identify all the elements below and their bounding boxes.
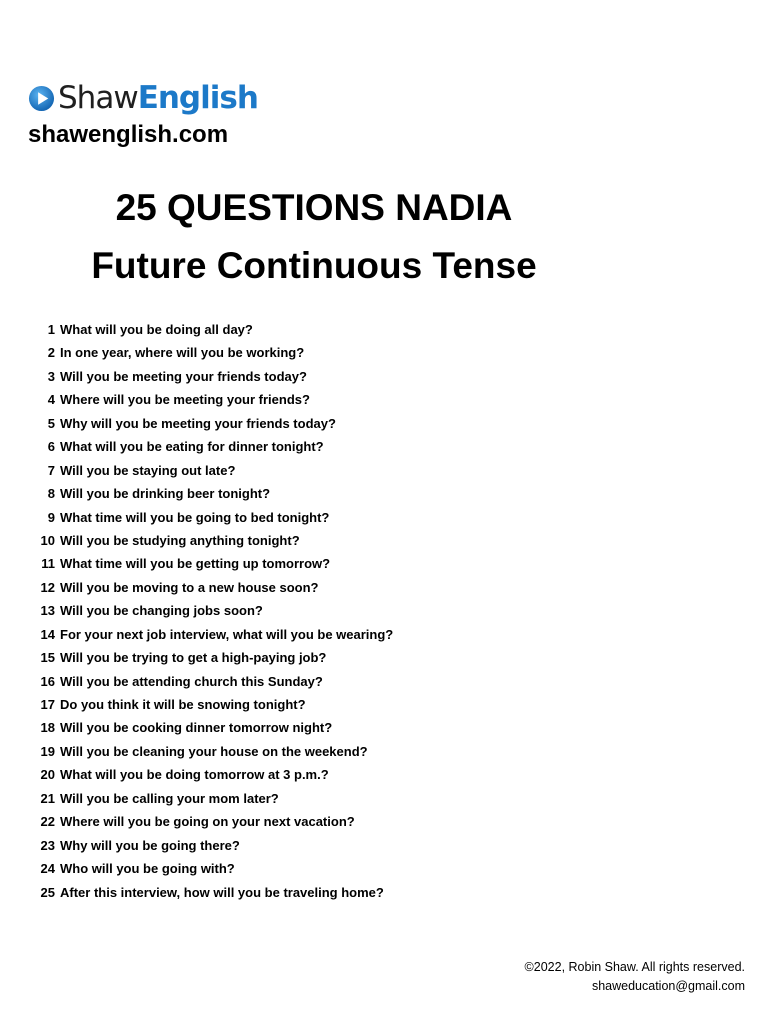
question-text: Will you be studying anything tonight? [60, 532, 300, 548]
question-list [30, 318, 393, 904]
question-number: 15 [40, 650, 55, 666]
question-number: 14 [40, 626, 55, 642]
question-number: 8 [47, 486, 55, 502]
question-number: 18 [40, 720, 55, 736]
question-number: 12 [40, 579, 55, 595]
question-text: Do you think it will be snowing tonight? [60, 697, 306, 712]
brand-logo [28, 78, 258, 118]
question-number: 23 [40, 837, 55, 853]
question-text: In one year, where will you be working? [60, 345, 305, 361]
copyright-notice: ©2022, Robin Shaw. All rights reserved. [524, 960, 745, 974]
list-item [30, 810, 393, 833]
question-number: 6 [47, 439, 55, 455]
question-text: Will you be cooking dinner tomorrow night? [60, 720, 333, 736]
question-number: 5 [47, 415, 55, 431]
list-item [30, 716, 393, 739]
question-text: Will you be cleaning your house on the weekend? [60, 743, 368, 759]
list-item [30, 318, 393, 341]
question-number: 20 [40, 767, 55, 783]
question-text: Will you be changing jobs soon? [60, 603, 263, 619]
question-number: 11 [41, 556, 55, 572]
list-item [30, 763, 393, 786]
question-number: 19 [40, 743, 55, 759]
question-number: 25 [40, 884, 55, 900]
play-icon [28, 85, 55, 112]
list-item [30, 623, 393, 646]
question-text: For your next job interview, what will you be wearing? [60, 626, 394, 642]
question-text: What time will you be going to bed tonight? [60, 509, 330, 525]
list-item [30, 787, 393, 810]
question-number: 24 [40, 861, 55, 877]
question-text: What will you be doing all day? [60, 322, 253, 337]
website-url: shawenglish.com [28, 121, 229, 148]
question-number: 21 [40, 790, 55, 806]
list-item [30, 881, 393, 904]
list-item [30, 435, 393, 458]
list-item [30, 529, 393, 552]
question-text: What will you be eating for dinner tonight? [60, 439, 324, 455]
question-number: 17 [40, 697, 55, 712]
question-text: Will you be moving to a new house soon? [60, 579, 319, 595]
logo-text-shaw: Shaw [58, 80, 138, 116]
question-number: 16 [40, 673, 55, 689]
question-number: 9 [47, 509, 55, 525]
question-text: Where will you be going on your next vacation? [60, 814, 355, 830]
list-item [30, 576, 393, 599]
question-number: 22 [40, 814, 55, 830]
question-number: 4 [47, 392, 55, 408]
question-text: Will you be staying out late? [60, 462, 236, 478]
list-item [30, 740, 393, 763]
question-text: Where will you be meeting your friends? [60, 392, 310, 408]
question-number: 1 [47, 322, 55, 337]
question-number: 13 [40, 603, 55, 619]
list-item [30, 506, 393, 529]
question-number: 7 [47, 462, 55, 478]
contact-email: shaweducation@gmail.com [591, 979, 745, 993]
list-item [30, 552, 393, 575]
question-text: Will you be attending church this Sunday? [60, 673, 323, 689]
question-text: Will you be trying to get a high-paying job? [60, 650, 327, 666]
question-number: 3 [47, 368, 55, 384]
list-item [30, 693, 393, 716]
list-item [30, 599, 393, 622]
list-item [30, 646, 393, 669]
question-text: Will you be meeting your friends today? [60, 368, 307, 384]
question-text: After this interview, how will you be traveling home? [60, 884, 384, 900]
page-title: 25 QUESTIONS NADIA [115, 187, 513, 228]
list-item [30, 412, 393, 435]
list-item [30, 482, 393, 505]
question-text: Why will you be meeting your friends today? [60, 415, 336, 431]
question-text: Will you be calling your mom later? [60, 790, 279, 806]
list-item [30, 459, 393, 482]
list-item [30, 341, 393, 364]
list-item [30, 670, 393, 693]
question-number: 2 [47, 345, 55, 361]
list-item [30, 388, 393, 411]
question-number: 10 [40, 532, 55, 548]
question-text: What will you be doing tomorrow at 3 p.m.? [60, 767, 329, 783]
list-item [30, 857, 393, 880]
list-item [30, 365, 393, 388]
page-subtitle: Future Continuous Tense [91, 245, 537, 286]
logo-text-english: English [137, 80, 258, 116]
question-text: Will you be drinking beer tonight? [60, 486, 271, 502]
list-item [30, 834, 393, 857]
question-text: What time will you be getting up tomorrow? [60, 556, 331, 572]
question-text: Why will you be going there? [60, 837, 240, 853]
question-text: Who will you be going with? [60, 861, 235, 877]
footer [525, 958, 745, 996]
